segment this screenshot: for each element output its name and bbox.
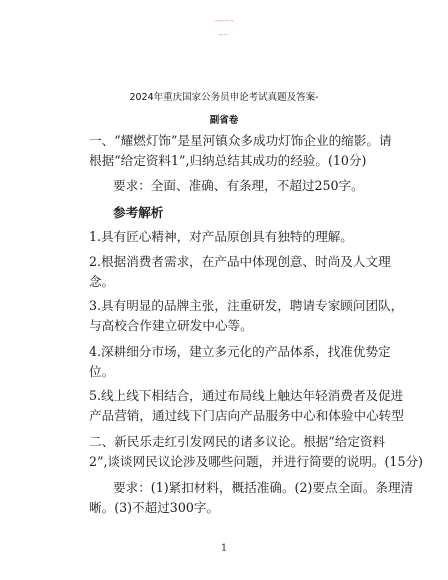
analysis-point-5-line-2: 产品营销，通过线下门店向产品服务中心和体验中心转型 bbox=[89, 408, 404, 423]
analysis-point-2-line-2: 念。 bbox=[89, 274, 115, 289]
analysis-point-1: 1.具有匠心精神，对产品原创具有独特的理解。 bbox=[89, 229, 353, 244]
question-1-line-1: 一、“耀燃灯饰”是星河镇众多成功灯饰企业的缩影。请 bbox=[89, 133, 392, 148]
question-2-requirement-line-2: 晰。(3)不超过300字。 bbox=[89, 500, 220, 515]
question-2-line-1: 二、新民乐走红引发网民的诸多议论。根据“给定资料 bbox=[89, 434, 386, 449]
question-2-line-2: 2”,谈谈网民议论涉及哪些问题，并进行简要的说明。(15分) bbox=[89, 454, 423, 469]
analysis-point-2-line-1: 2.根据消费者需求，在产品中体现创意、时尚及人文理 bbox=[89, 254, 391, 269]
analysis-point-3-line-1: 3.具有明显的品牌主张，注重研发，聘请专家顾问团队， bbox=[89, 298, 404, 313]
analysis-point-4-line-1: 4.深耕细分市场，建立多元化的产品体系，找准优势定 bbox=[89, 344, 391, 359]
promo-banner-line-1 bbox=[0, 21, 448, 22]
question-2-requirement-line-1: 要求：(1)紧扣材料，概括准确。(2)要点全面。条理清 bbox=[113, 480, 414, 495]
page-title: 2024年重庆国家公务员申论考试真题及答案- bbox=[129, 92, 319, 103]
page-number: 1 bbox=[220, 543, 228, 554]
analysis-point-5-line-1: 5.线上线下相结合，通过布局线上触达年轻消费者及促进 bbox=[89, 388, 404, 403]
analysis-point-3-line-2: 与高校合作建立研发中心等。 bbox=[89, 318, 253, 333]
analysis-point-4-line-2: 位。 bbox=[89, 364, 115, 379]
question-1-line-2: 根据“给定资料1”,归纳总结其成功的经验。(10分) bbox=[89, 153, 367, 168]
page-subtitle: 副省卷 bbox=[209, 115, 239, 126]
analysis-heading: 参考解析 bbox=[113, 205, 164, 220]
question-1-requirement: 要求：全面、准确、有条理，不超过250字。 bbox=[113, 178, 364, 193]
